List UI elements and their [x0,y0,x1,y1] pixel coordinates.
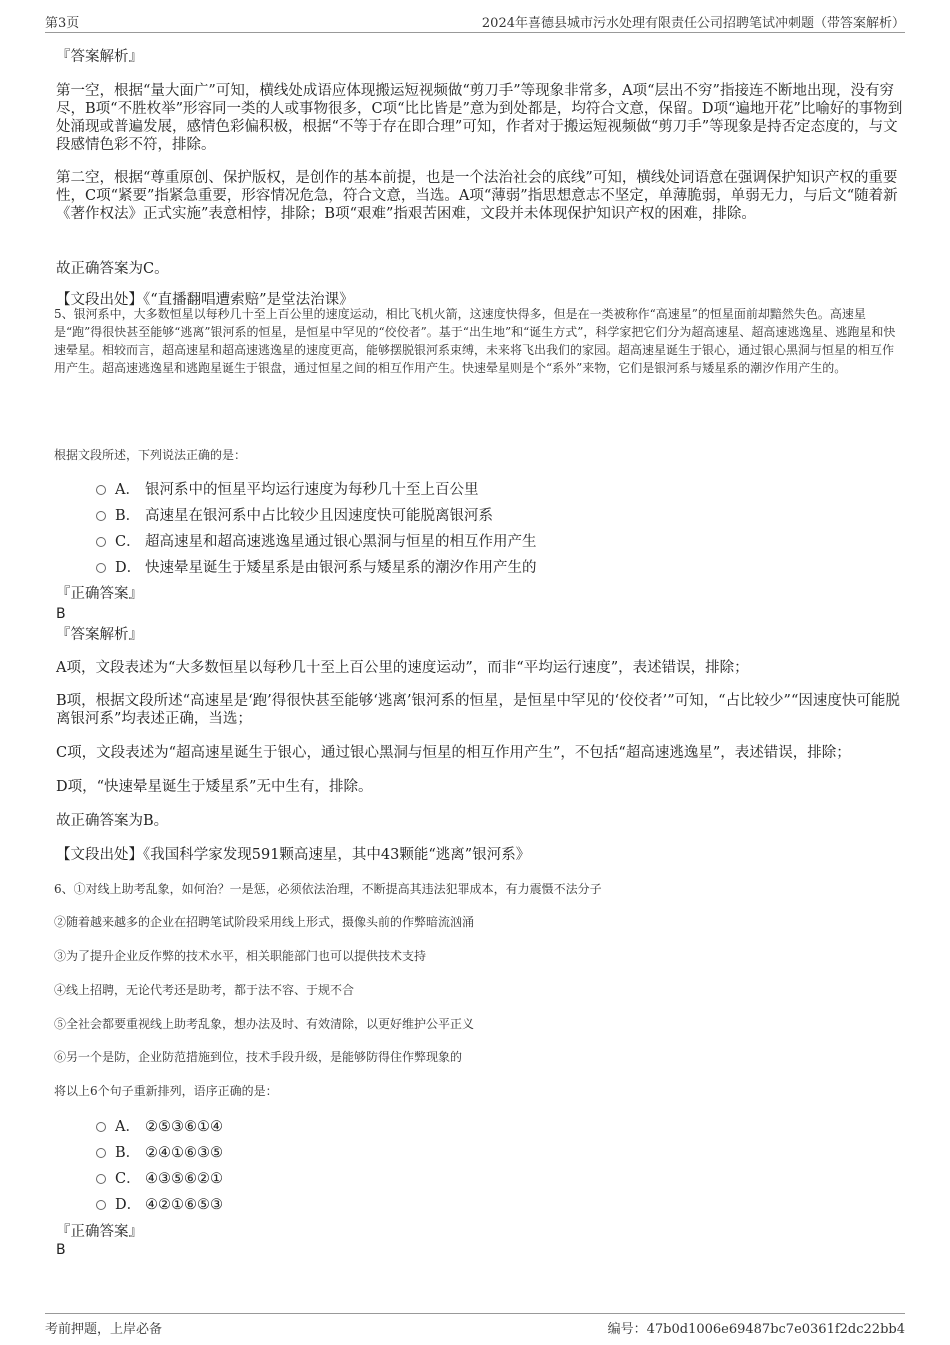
q4-source: 【文段出处】《“直播翻唱遭索赔”是堂法治课》 [56,292,354,308]
q6-option-b[interactable]: B． ②④①⑥③⑤ [96,1143,223,1163]
q6-option-c[interactable]: C． ④③⑤⑥②① [96,1169,223,1189]
q6-sentence-2: ②随着越来越多的企业在招聘笔试阶段采用线上形式，摄像头前的作弊暗流汹涌 [54,915,475,929]
footer-doc-id: 编号：47b0d1006e69487bc7e0361f2dc22bb4 [607,1322,905,1337]
radio-icon[interactable] [96,1174,106,1184]
q4-analysis-para1: 第一空，根据“量大面广”可知，横线处成语应体现搬运短视频做“剪刀手”等现象非常多，A项“层出不穷”指接连不断地出现，没有穷尽，B项“不胜枚举”形容同一类的人或事物很多，C项“比比皆是”意为到处都是，均符合文意，保留。D项“遍地开花”比喻好的事物到处涌现或普遍发展，感情色彩偏积极，根据“不等于存在即合理”可知，作者对于搬运短视频做“剪刀手”等现象是持否定态度的，与文段感情色彩不符，排除。 [56,83,903,153]
q5-answer: B [56,606,66,622]
footer-slogan: 考前押题，上岸必备 [45,1322,163,1337]
radio-icon[interactable] [96,485,106,495]
q6-sentence-6: ⑥另一个是防，企业防范措施到位，技术手段升级，是能够防得住作弊现象的 [54,1050,463,1064]
q6-answer-label: 『正确答案』 [56,1224,143,1240]
q5-prompt: 根据文段所述，下列说法正确的是： [54,448,247,462]
q5-analysis-label: 『答案解析』 [56,627,143,643]
q5-source: 【文段出处】《我国科学家发现591颗高速星，其中43颗能“逃离”银河系》 [56,847,531,863]
radio-icon[interactable] [96,511,106,521]
q6-option-d[interactable]: D． ④②①⑥⑤③ [96,1195,223,1215]
q5-option-b[interactable]: B． 高速星在银河系中占比较少且因速度快可能脱离银河系 [96,506,493,526]
q6-prompt: 将以上6个句子重新排列，语序正确的是： [54,1084,278,1098]
q6-option-a[interactable]: A． ②⑤③⑥①④ [96,1117,223,1137]
radio-icon[interactable] [96,563,106,573]
page-header [45,12,905,33]
q5-answer-label: 『正确答案』 [56,586,143,602]
q4-conclusion: 故正确答案为C。 [56,261,169,277]
q6-sentence-1: 6、①对线上助考乱象，如何治？一是惩，必须依法治理，不断提高其违法犯罪成本，有力震慑不法分子 [54,882,602,896]
radio-icon[interactable] [96,1122,106,1132]
radio-icon[interactable] [96,537,106,547]
q5-analysis-c: C项，文段表述为“超高速星诞生于银心，通过银心黑洞与恒星的相互作用产生”，不包括“超高速逃逸星”，表述错误，排除； [56,745,851,761]
radio-icon[interactable] [96,1200,106,1210]
q4-analysis-para2: 第二空，根据“尊重原创、保护版权，是创作的基本前提，也是一个法治社会的底线”可知，横线处词语意在强调保护知识产权的重要性，C项“紧要”指紧急重要，形容情况危急，符合文意，当选。A项“薄弱”指思想意志不坚定，单薄脆弱，单弱无力，与后文“随着新《著作权法》正式实施”表意相悖，排除；B项“艰难”指艰苦困难，文段并未体现保护知识产权的困难，排除。 [56,170,898,222]
q5-stem: 5、银河系中，大多数恒星以每秒几十至上百公里的速度运动，相比飞机火箭，这速度快得多，但是在一类被称作“高速星”的恒星面前却黯然失色。高速星是“跑”得很快甚至能够“逃离”银河系的恒星，是恒星中罕见的“佼佼者”。基于“出生地”和“诞生方式”，科学家把它们分为超高速星、超高速逃逸星、逃跑星和快速晕星。相较而言，超高速星和超高速逃逸星的速度更高，能够摆脱银河系束缚，未来将飞出我们的家园。超高速星诞生于银心，通过银心黑洞与恒星的相互作用产生。超高速逃逸星和逃跑星诞生于银盘，通过恒星之间的相互作用产生。快速晕星则是个“系外”来物，它们是银河系与矮星系的潮汐作用产生的。 [54,307,896,375]
document-title: 2024年喜德县城市污水处理有限责任公司招聘笔试冲刺题（带答案解析） [481,16,905,31]
q5-option-d[interactable]: D． 快速晕星诞生于矮星系是由银河系与矮星系的潮汐作用产生的 [96,558,537,578]
radio-icon[interactable] [96,1148,106,1158]
q6-sentence-4: ④线上招聘，无论代考还是助考，都于法不容、于规不合 [54,983,355,997]
q4-analysis-label: 『答案解析』 [56,49,143,65]
q5-conclusion: 故正确答案为B。 [56,813,169,829]
q5-analysis-a: A项，文段表述为“大多数恒星以每秒几十至上百公里的速度运动”，而非“平均运行速度”，表述错误，排除； [56,660,749,676]
page-footer [45,1313,905,1336]
q5-option-c[interactable]: C． 超高速星和超高速逃逸星通过银心黑洞与恒星的相互作用产生 [96,532,537,552]
q6-sentence-5: ⑤全社会都要重视线上助考乱象，想办法及时、有效清除，以更好维护公平正义 [54,1017,475,1031]
q6-sentence-3: ③为了提升企业反作弊的技术水平，相关职能部门也可以提供技术支持 [54,949,427,963]
q6-answer: B [56,1242,66,1258]
page-number: 第3页 [45,16,80,31]
q5-analysis-b: B项，根据文段所述“高速星是‘跑’得很快甚至能够‘逃离’银河系的恒星，是恒星中罕见的‘佼佼者’”可知，“占比较少”“因速度快可能脱离银河系”均表述正确，当选； [56,693,900,727]
q5-analysis-d: D项，“快速晕星诞生于矮星系”无中生有，排除。 [56,779,373,795]
q5-option-a[interactable]: A． 银河系中的恒星平均运行速度为每秒几十至上百公里 [96,480,479,500]
